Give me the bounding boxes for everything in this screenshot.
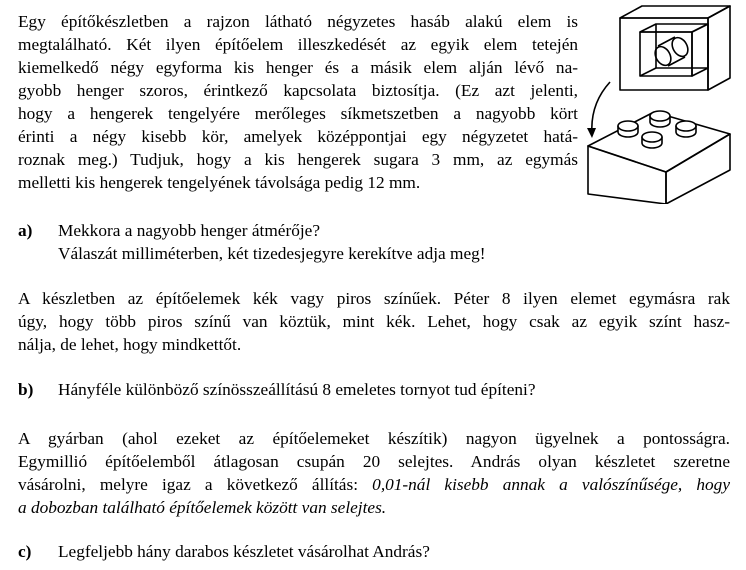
paragraph-line: A gyárban (ahol ezeket az építőelemeket készítik) nagyon ügyelnek a pontosságra.	[18, 429, 730, 448]
paragraph-colors	[18, 287, 730, 356]
question-label: a)	[18, 221, 33, 240]
large-cylinder-icon	[652, 35, 691, 68]
small-cylinder-icon	[642, 132, 662, 148]
intro-line: megtalálható. Két ilyen építőelem illeszkedését az egyik elem tetején	[18, 35, 578, 54]
paragraph-line: Egymillió építőelemből átlagosan csupán 20 selejtes. András olyan készletet szeretne	[18, 452, 730, 471]
question-text: Mekkora a nagyobb henger átmérője?	[58, 221, 320, 240]
question-label: b)	[18, 380, 34, 399]
small-cylinder-icon	[650, 111, 670, 127]
question-text: Legfeljebb hány darabos készletet vásárolhat András?	[58, 542, 430, 561]
arrow-icon	[587, 82, 610, 138]
intro-line: roznak meg.) Tudjuk, hogy a kis hengerek sugara 3 mm, az egymás	[18, 150, 578, 169]
building-block-figure	[580, 4, 740, 204]
block-top-view	[588, 111, 730, 204]
small-cylinder-icon	[676, 121, 696, 137]
question-label: c)	[18, 542, 32, 561]
intro-line: kiemelkedő négy egyforma kis henger és a másik elem alján lévő na-	[18, 58, 578, 77]
paragraph-line: A készletben az építőelemek kék vagy piros színűek. Péter 8 ilyen elemet egymásra rak	[18, 289, 730, 308]
small-cylinder-icon	[618, 121, 638, 137]
intro-line: melletti kis hengerek tengelyének távolsága pedig 12 mm.	[18, 173, 421, 192]
paragraph-text: vásárolni, melyre igaz a következő állítás:	[18, 475, 373, 494]
intro-line: Egy építőkészletben a rajzon látható négyzetes hasáb alakú elem is	[18, 12, 578, 31]
question-subtext: Válaszát milliméterben, két tizedesjegyre kerekítve adja meg!	[58, 244, 486, 263]
claim-text: a dobozban található építőelemek között van selejtes.	[18, 498, 387, 517]
intro-line: hogy a hengerek tengelyére merőleges síkmetszetben a nagyobb kört	[18, 104, 578, 123]
question-c	[18, 540, 430, 563]
block-bottom-view	[620, 6, 740, 90]
intro-line: érinti a négy kisebb kör, amelyek középpontjai egy négyzetet hatá-	[18, 127, 578, 146]
intro-line: gyobb henger szoros, érintkező kapcsolata biztosítja. (Ez azt jelenti,	[18, 81, 578, 100]
paragraph-line	[18, 473, 730, 496]
paragraph-factory	[18, 427, 730, 519]
question-a	[18, 219, 486, 265]
question-b	[18, 378, 536, 401]
paragraph-line: nálja, de lehet, hogy mindkettőt.	[18, 335, 242, 354]
paragraph-line: úgy, hogy több piros színű van köztük, mint kék. Lehet, hogy csak az egyik színt hasz-	[18, 312, 730, 331]
question-text: Hányféle különböző színösszeállítású 8 emeletes tornyot tud építeni?	[58, 380, 536, 399]
intro-paragraph	[18, 10, 578, 194]
claim-text: 0,01-nál kisebb annak a valószínűsége, hogy	[372, 475, 730, 494]
